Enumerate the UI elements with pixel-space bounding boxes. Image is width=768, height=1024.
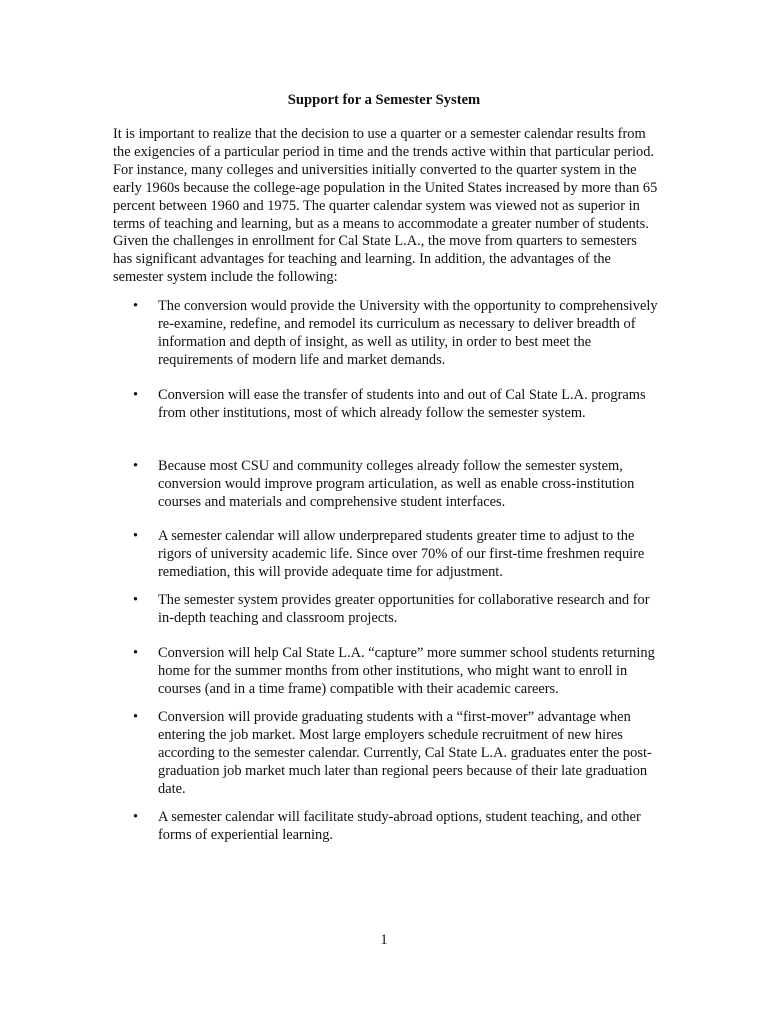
bullet-icon: • xyxy=(133,645,139,661)
page-number: 1 xyxy=(380,932,388,948)
bullet-text: Conversion will help Cal State L.A. “capture” more summer school students returning home for the summer months from other institutions, who might want to enroll in courses (and in a time frame) compatible with their academic careers. xyxy=(158,645,655,697)
bullet-icon: • xyxy=(133,298,139,314)
bullet-text: Conversion will provide graduating students with a “first-mover” advantage when entering the job market. Most large employers schedule recruitment of new hires according to the semester calendar. Currently, Cal State L.A. graduates enter the post-graduation job market much later than regional peers because of their late graduation date. xyxy=(158,709,652,797)
bullet-text: The semester system provides greater opportunities for collaborative research and for in-depth teaching and classroom projects. xyxy=(158,592,650,626)
bullet-icon: • xyxy=(133,458,139,474)
bullet-text: A semester calendar will facilitate study-abroad options, student teaching, and other forms of experiential learning. xyxy=(158,809,641,843)
bullet-icon: • xyxy=(133,528,139,544)
bullet-text: Conversion will ease the transfer of students into and out of Cal State L.A. programs from other institutions, most of which already follow the semester system. xyxy=(158,387,646,421)
intro-paragraph: It is important to realize that the decision to use a quarter or a semester calendar results from the exigencies of a particular period in time and the trends active within that particular period. For instance, many colleges and universities initially converted to the quarter system in the early 1960s because the college-age population in the United States increased by more than 65 percent between 1960 and 1975. The quarter calendar system was viewed not as superior in terms of teaching and learning, but as a means to accommodate a greater number of students. Given the challenges in enrollment for Cal State L.A., the move from quarters to semesters has significant advantages for teaching and learning. In addition, the advantages of the semester system include the following: xyxy=(113,126,658,286)
bullet-text: A semester calendar will allow underprepared students greater time to adjust to the rigors of university academic life. Since over 70% of our first-time freshmen require remediation, this will provide adequate time for adjustment. xyxy=(158,528,645,580)
bullet-icon: • xyxy=(133,809,139,825)
document-title: Support for a Semester System xyxy=(287,92,481,108)
bullet-icon: • xyxy=(133,592,139,608)
bullet-text: The conversion would provide the University with the opportunity to comprehensively re-examine, redefine, and remodel its curriculum as necessary to deliver breadth of information and depth of insight, as well as utility, in order to best meet the requirements of modern life and market demands. xyxy=(158,298,658,368)
bullet-icon: • xyxy=(133,709,139,725)
bullet-icon: • xyxy=(133,387,139,403)
bullet-text: Because most CSU and community colleges already follow the semester system, conversion would improve program articulation, as well as enable cross-institution courses and materials and comprehensive student interfaces. xyxy=(158,458,635,510)
